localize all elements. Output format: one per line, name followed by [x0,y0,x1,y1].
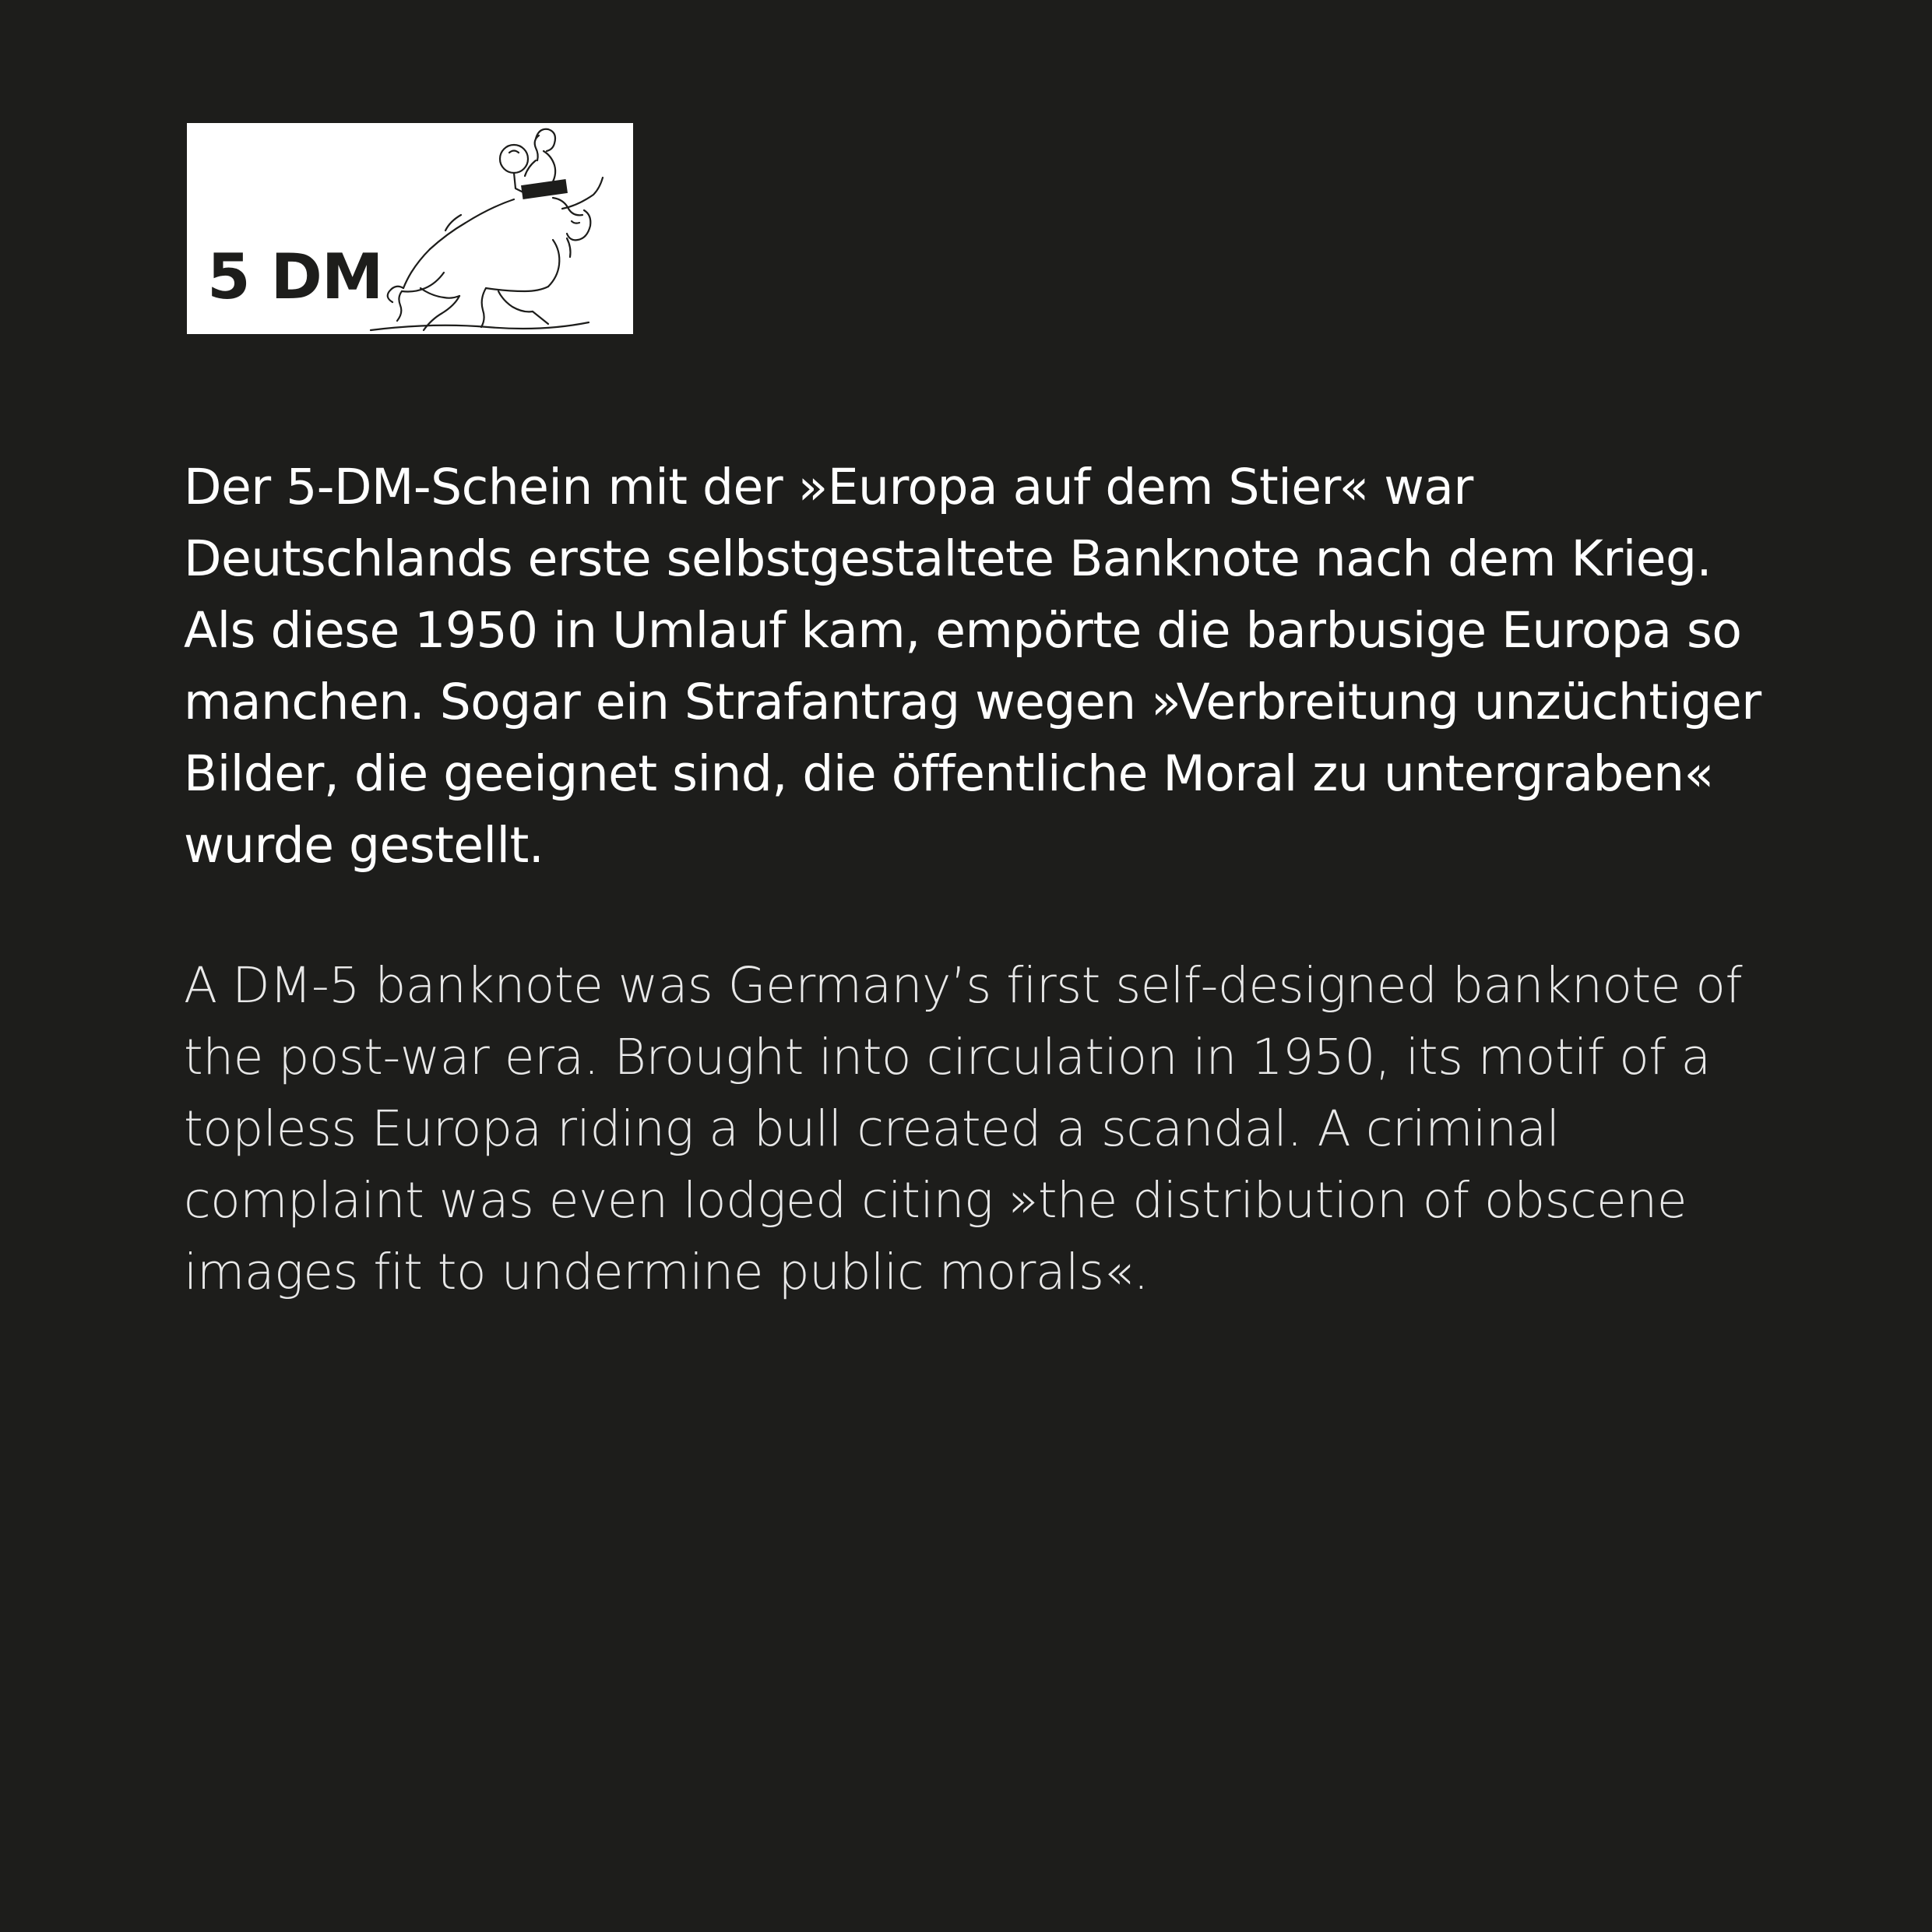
banknote-label [187,123,633,334]
english-description: A DM-5 banknote was Germany’s first self-designed banknote of the post-war era. Brought into circulation in 1950, its motif of a topless Europa riding a bull created a scandal. A criminal complaint was even lodged citing »the distribution of obscene images fit to undermine public morals«. [184,957,1743,1300]
label-title: 5 DM [207,241,383,313]
german-description: Der 5-DM-Schein mit der »Europa auf dem Stier« war Deutschlands erste selbstgestaltete Banknote nach dem Krieg. Als diese 1950 in Umlauf kam, empörte die barbusige Europa so manchen. Sogar ein Strafantrag wegen »Verbreitung unzüchtiger Bilder, die geeignet sind, die öffentliche Moral zu untergraben« wurde gestellt. [184,459,1761,874]
